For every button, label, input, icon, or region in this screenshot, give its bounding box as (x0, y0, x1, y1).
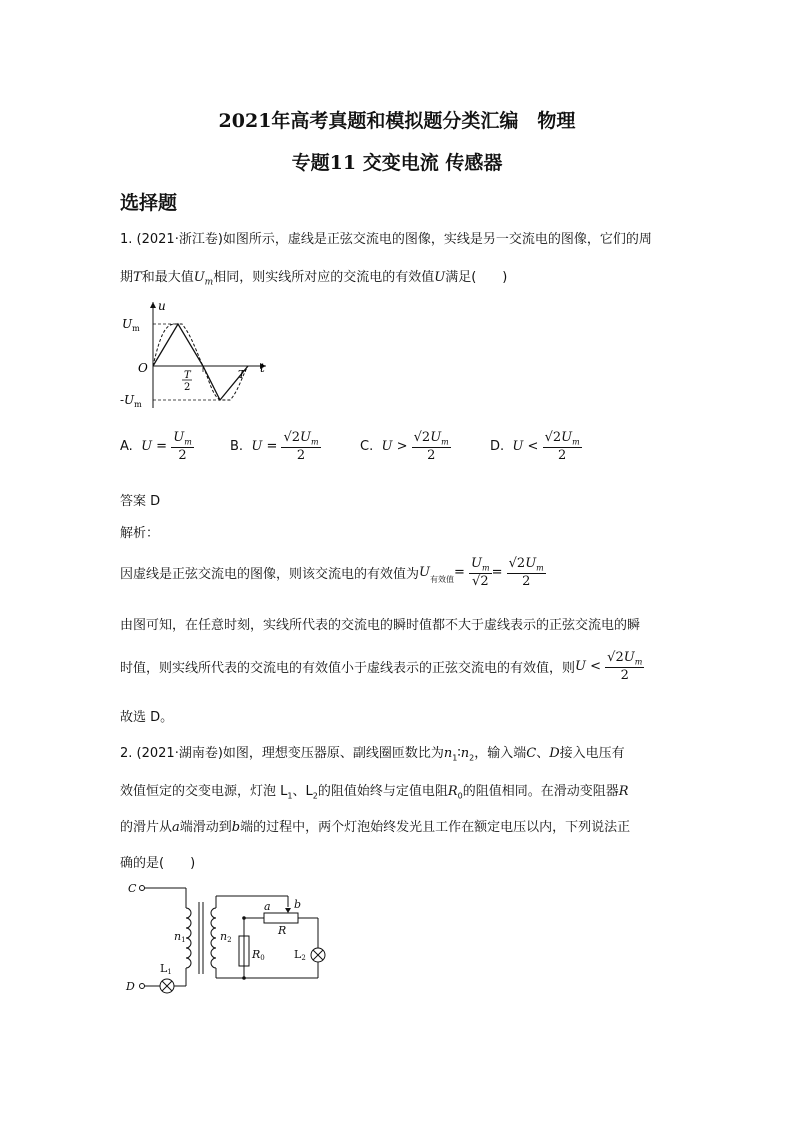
page-subtitle: 专题11 交变电流 传感器 (291, 152, 503, 174)
svg-text:R: R (278, 924, 287, 937)
option-c[interactable]: C. U > $\frac{√2U_m}{2}$ (360, 430, 449, 463)
t-axis-label: t (260, 361, 265, 375)
slider-arrow (285, 908, 291, 913)
svg-text:n2: n2 (220, 930, 232, 944)
svg-text:D: D (126, 980, 135, 993)
q1-answer: 答案 D (120, 494, 161, 509)
svg-text:C: C (128, 882, 137, 895)
primary-coil (186, 908, 191, 968)
q2-text-line3: 的滑片从a端滑动到b端的过程中，两个灯泡始终发光且工作在额定电压以内，下列说法正 (120, 820, 631, 835)
q1-analysis-line1: 因虚线是正弦交流电的图像，则该交流电的有效值为$U_{有效值}=$ $\frac{U_m}{√2}$ = $\frac{√2U_m}{2}$ (120, 556, 544, 589)
terminal-d (140, 984, 145, 989)
svg-text:L2: L2 (294, 948, 306, 962)
section-heading: 选择题 (120, 192, 178, 214)
neg-um-label: $-U_m$ (120, 393, 142, 409)
q1-waveform-figure (120, 296, 280, 416)
svg-text:b: b (294, 898, 302, 911)
origin-label: O (138, 361, 148, 375)
period-label: T (238, 368, 246, 381)
secondary-coil (211, 908, 216, 968)
um-label: $U_m$ (122, 317, 140, 333)
option-a[interactable]: A. U = $\frac{U_m}{2}$ (120, 430, 192, 463)
q2-text-line1: 2. (2021·湖南卷)如图，理想变压器原、副线圈匝数比为$n_1∶n_2$，输入端C、D接入电压有 (120, 746, 625, 763)
q2-text-line4: 确的是( ) (120, 856, 196, 871)
q1-analysis-label: 解析： (120, 526, 160, 541)
svg-text:n1: n1 (174, 930, 186, 944)
terminal-c (140, 886, 145, 891)
q1-text-line2: 期T和最大值$U_m$相同，则实线所对应的交流电的有效值U满足( ) (120, 270, 508, 288)
q2-text-line2: 效值恒定的交变电源，灯泡 $L_1$、$L_2$的阻值始终与定值电阻$R_0$的阻值相同。在滑动变阻器R (120, 784, 629, 801)
q2-circuit-diagram (120, 878, 350, 998)
rheostat-r (264, 913, 298, 923)
half-period-den: 2 (184, 382, 191, 393)
triangle-solid-curve (153, 324, 248, 400)
q1-analysis-line2: 由图可知，在任意时刻，实线所代表的交流电的瞬时值都不大于虚线表示的正弦交流电的瞬 (120, 618, 641, 633)
option-d[interactable]: D. U < $\frac{√2U_m}{2}$ (490, 430, 580, 463)
q1-analysis-line3: 时值，则实线所代表的交流电的有效值小于虚线表示的正弦交流电的有效值，则U < $\frac{√2U_m}{2}$ (120, 650, 643, 683)
option-b[interactable]: B. U = $\frac{√2U_m}{2}$ (230, 430, 319, 463)
half-period-num: T (184, 370, 191, 381)
q1-conclusion: 故选 D。 (120, 710, 174, 725)
u-axis-label: u (158, 299, 166, 313)
svg-text:a: a (264, 900, 271, 913)
q1-text-line1: 1. (2021·浙江卷)如图所示，虚线是正弦交流电的图像，实线是另一交流电的图像，它们的周 (120, 232, 652, 247)
svg-text:L1: L1 (160, 962, 172, 976)
page-title: 2021年高考真题和模拟题分类汇编 物理 (218, 110, 576, 132)
svg-text:R0: R0 (252, 948, 265, 962)
